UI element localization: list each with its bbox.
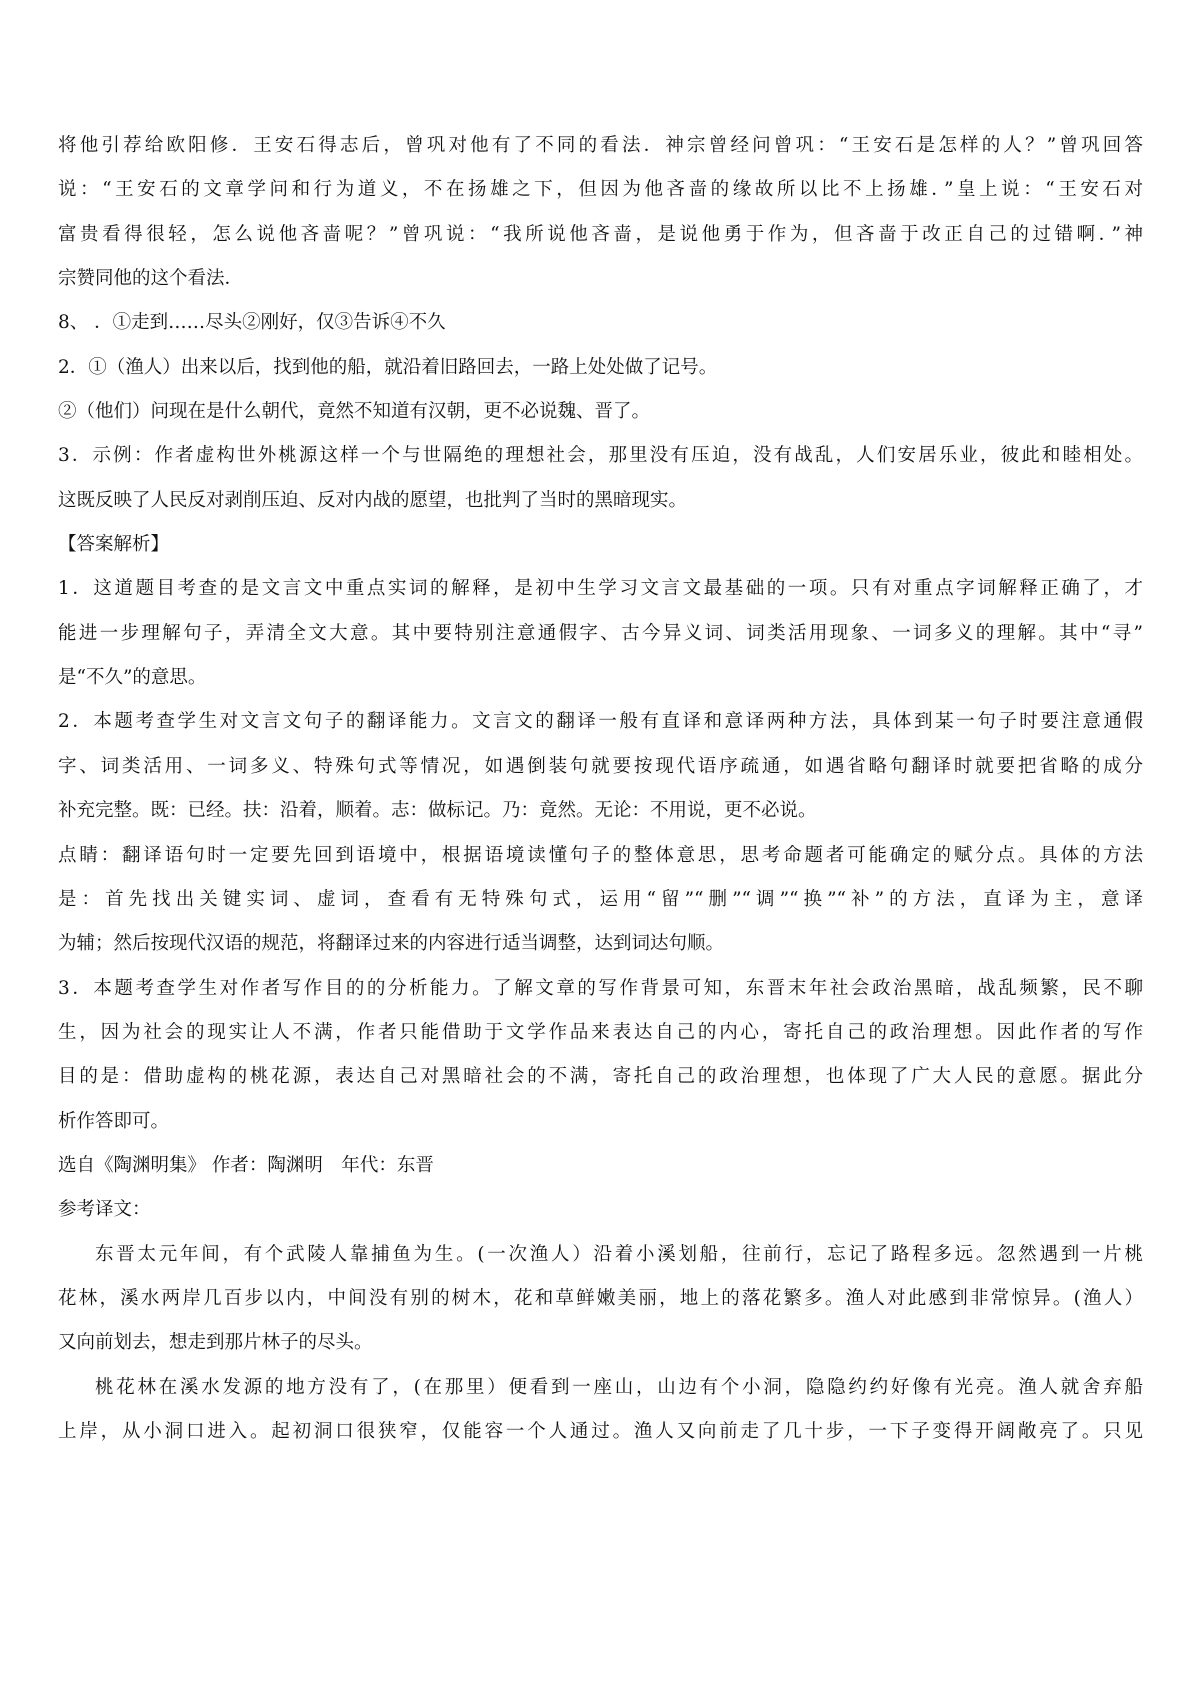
text-line: 桃花林在溪水发源的地方没有了，(在那里）便看到一座山，山边有个小洞，隐隐约约好像有光亮。渔人就舍弃船 <box>95 1376 1143 1398</box>
text-line: 上岸，从小洞口进入。起初洞口很狭窄，仅能容一个人通过。渔人又向前走了几十步，一下子变得开阔敞亮了。只见 <box>58 1420 1143 1442</box>
text-line: 字、词类活用、一词多义、特殊句式等情况，如遇倒装句就要按现代语序疏通，如遇省略句翻译时就要把省略的成分 <box>58 755 1143 777</box>
text-line: 将他引荐给欧阳修．王安石得志后，曾巩对他有了不同的看法．神宗曾经问曾巩：“王安石是怎样的人？”曾巩回答 <box>58 135 1143 156</box>
text-line: 花林，溪水两岸几百步以内，中间没有别的树木，花和草鲜嫩美丽，地上的落花繁多。渔人对此感到非常惊异。(渔人） <box>58 1287 1143 1309</box>
section-heading: 【答案解析】 <box>58 534 170 556</box>
text-line: 宗赞同他的这个看法． <box>58 268 244 290</box>
text-line: 1．这道题目考查的是文言文中重点实词的解释，是初中生学习文言文最基础的一项。只有对重点字词解释正确了，才 <box>58 578 1143 600</box>
answer-3-line: 3．示例：作者虚构世外桃源这样一个与世隔绝的理想社会，那里没有压迫，没有战乱，人们安居乐业，彼此和睦相处。 <box>58 445 1143 467</box>
text-line: 是：首先找出关键实词、虚词，查看有无特殊句式，运用“留”“删”“调”“换”“补”的方法，直译为主，意译 <box>58 888 1143 910</box>
text-line: 点睛：翻译语句时一定要先回到语境中，根据语境读懂句子的整体意思，思考命题者可能确定的赋分点。具体的方法 <box>58 844 1143 866</box>
answer-2-line: 2．①（渔人）出来以后，找到他的船，就沿着旧路回去，一路上处处做了记号。 <box>58 356 718 378</box>
section-heading: 参考译文： <box>58 1199 151 1221</box>
text-line: 为辅；然后按现代汉语的规范，将翻译过来的内容进行适当调整，达到词达句顺。 <box>58 933 725 955</box>
text-line: 是“不久”的意思。 <box>58 667 207 689</box>
text-line: 说：“王安石的文章学问和行为道义，不在扬雄之下，但因为他吝啬的缘故所以比不上扬雄．”皇上说：“王安石对 <box>58 179 1143 201</box>
text-line: 3．本题考查学生对作者写作目的的分析能力。了解文章的写作背景可知，东晋末年社会政治黑暗，战乱频繁，民不聊 <box>58 977 1143 999</box>
text-line: 富贵看得很轻，怎么说他吝啬呢？”曾巩说：“我所说他吝啬，是说他勇于作为，但吝啬于改正自己的过错啊．”神 <box>58 223 1143 245</box>
text-line: 析作答即可。 <box>58 1110 170 1132</box>
text-line: ②（他们）问现在是什么朝代，竟然不知道有汉朝，更不必说魏、晋了。 <box>58 401 651 423</box>
document-page <box>58 124 1143 1454</box>
text-line: 东晋太元年间，有个武陵人靠捕鱼为生。(一次渔人）沿着小溪划船，往前行，忘记了路程多远。忽然遇到一片桃 <box>95 1243 1143 1265</box>
source-line: 选自《陶渊明集》 作者：陶渊明 年代：东晋 <box>58 1154 434 1176</box>
text-line: 2．本题考查学生对文言文句子的翻译能力。文言文的翻译一般有直译和意译两种方法，具体到某一句子时要注意通假 <box>58 711 1143 733</box>
answer-8-line: 8、 ．①走到……尽头②刚好，仅③告诉④不久 <box>58 312 446 334</box>
text-line: 目的是：借助虚构的桃花源，表达自己对黑暗社会的不满，寄托自己的政治理想，也体现了广大人民的意愿。据此分 <box>58 1066 1143 1088</box>
text-line: 能进一步理解句子，弄清全文大意。其中要特别注意通假字、古今异义词、词类活用现象、一词多义的理解。其中“寻” <box>58 622 1143 644</box>
text-line: 又向前划去，想走到那片林子的尽头。 <box>58 1332 373 1354</box>
text-line: 这既反映了人民反对剥削压迫、反对内战的愿望，也批判了当时的黑暗现实。 <box>58 489 688 511</box>
text-line: 补充完整。既：已经。扶：沿着，顺着。志：做标记。乃：竟然。无论：不用说，更不必说。 <box>58 800 817 822</box>
text-line: 生，因为社会的现实让人不满，作者只能借助于文学作品来表达自己的内心，寄托自己的政治理想。因此作者的写作 <box>58 1021 1143 1043</box>
